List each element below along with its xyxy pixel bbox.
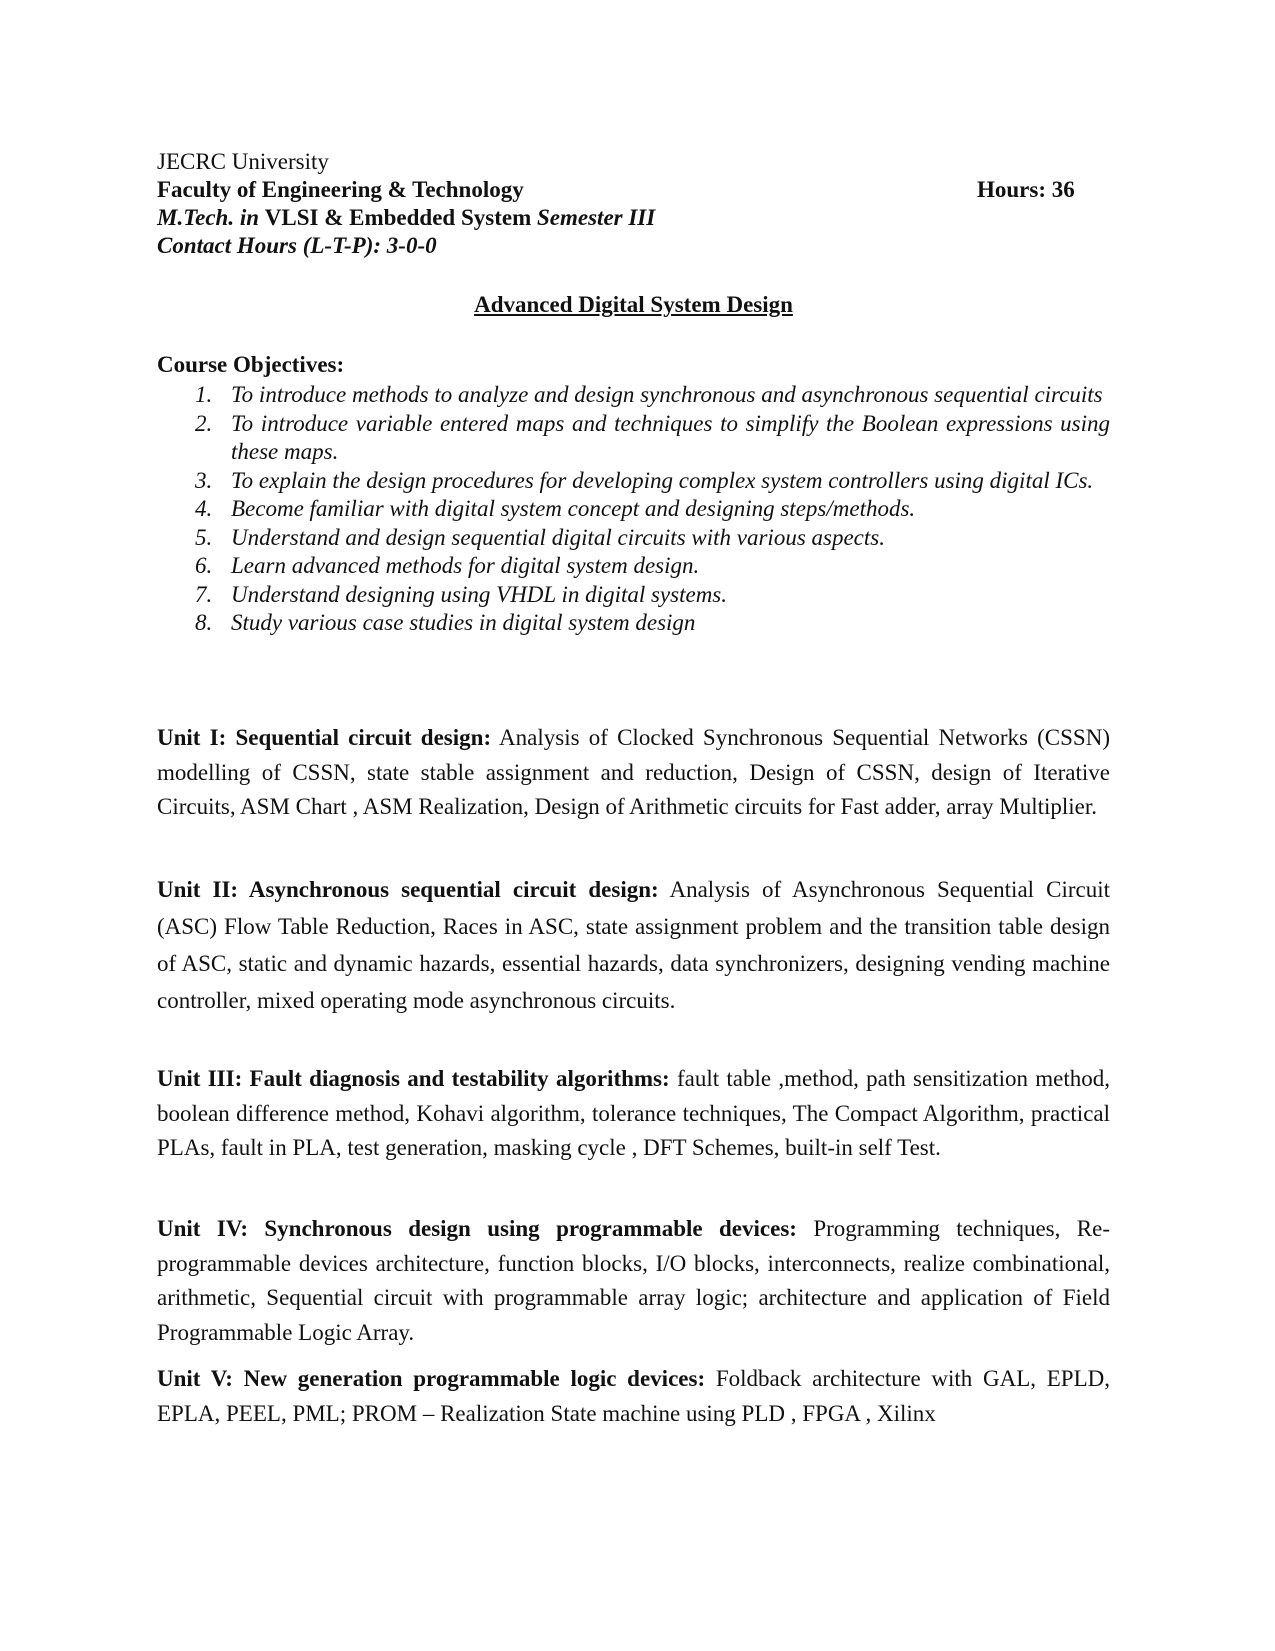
objective-text: Understand designing using VHDL in digital systems. [231,581,728,607]
unit-5-heading: Unit V: New generation programmable logic devices: [157,1366,706,1391]
course-title: Advanced Digital System Design [474,292,793,317]
objective-number: 6. [195,553,213,578]
objective-text: Learn advanced methods for digital system design. [231,553,700,578]
objective-text: Study various case studies in digital system design [231,610,696,635]
objective-number: 5. [195,524,213,550]
contact-hours: Contact Hours (L-T-P): 3-0-0 [157,233,437,258]
objective-item [157,381,1110,410]
unit-4-paragraph [157,1212,1110,1350]
program-prefix: M.Tech. in [157,205,260,230]
objective-item [157,552,1110,581]
objective-text: To introduce variable entered maps and techniques to simplify the Boolean expressions using these maps. [231,410,1110,464]
objective-number: 3. [195,467,213,493]
objective-item [157,609,1110,638]
objective-item [157,410,1110,467]
objective-text: Understand and design sequential digital circuits with various aspects. [231,524,885,550]
unit-5-paragraph [157,1362,1110,1431]
faculty-name: Faculty of Engineering & Technology [157,177,524,202]
objective-number: 1. [195,382,213,407]
unit-5-body: Foldback architecture with GAL, EPLD, EPLA, PEEL, PML; PROM – Realization State machine using PLD , FPGA , Xilinx [157,1366,1110,1426]
program-name: VLSI & Embedded System [264,205,532,230]
objective-item [157,467,1110,496]
unit-3-heading: Unit III: Fault diagnosis and testability algorithms: [157,1066,670,1091]
objective-item [157,581,1110,610]
objectives-heading: Course Objectives: [157,352,345,377]
unit-2-heading: Unit II: Asynchronous sequential circuit design: [157,877,659,902]
objective-number: 7. [195,581,213,607]
unit-4-heading: Unit IV: Synchronous design using programmable devices: [157,1216,797,1241]
document-header [157,148,1087,260]
program-line [157,204,1087,232]
semester: Semester III [537,205,656,230]
university-name: JECRC University [157,149,329,174]
unit-2-body: Analysis of Asynchronous Sequential Circuit (ASC) Flow Table Reduction, Races in ASC, state assignment problem and the transition table design of ASC, static and dynamic hazards, essential hazards, data synchronizers, designing vending machine controller, mixed operating mode asynchronous circuits. [157,877,1110,1013]
objective-number: 2. [195,410,213,436]
objective-number: 8. [195,610,213,635]
unit-4-body: Programming techniques, Re-programmable devices architecture, function blocks, I/O blocks, interconnects, realize combinational, arithmetic, Sequential circuit with programmable array logic; architecture and application of Field Programmable Logic Array. [157,1216,1110,1345]
objective-text: To explain the design procedures for developing complex system controllers using digital ICs. [231,467,1094,493]
objective-text: Become familiar with digital system concept and designing steps/methods. [231,496,916,521]
unit-1-body: Analysis of Clocked Synchronous Sequential Networks (CSSN) modelling of CSSN, state stable assignment and reduction, Design of CSSN, design of Iterative Circuits, ASM Chart , ASM Realization, Design of Arithmetic circuits for Fast adder, array Multiplier. [157,725,1110,819]
objective-item [157,524,1110,553]
unit-2-paragraph [157,871,1110,1019]
objectives-list [157,381,1110,638]
unit-1-paragraph [157,721,1110,825]
unit-3-paragraph [157,1062,1110,1166]
objective-item [157,495,1110,524]
objective-number: 4. [195,496,213,521]
objective-text: To introduce methods to analyze and design synchronous and asynchronous sequential circuits [231,382,1103,407]
unit-1-heading: Unit I: Sequential circuit design: [157,725,492,750]
course-hours: Hours: 36 [977,177,1075,202]
unit-3-body: fault table ,method, path sensitization method, boolean difference method, Kohavi algorithm, tolerance techniques, The Compact Algorithm, practical PLAs, fault in PLA, test generation, masking cycle , DFT Schemes, built-in self Test. [157,1066,1110,1160]
